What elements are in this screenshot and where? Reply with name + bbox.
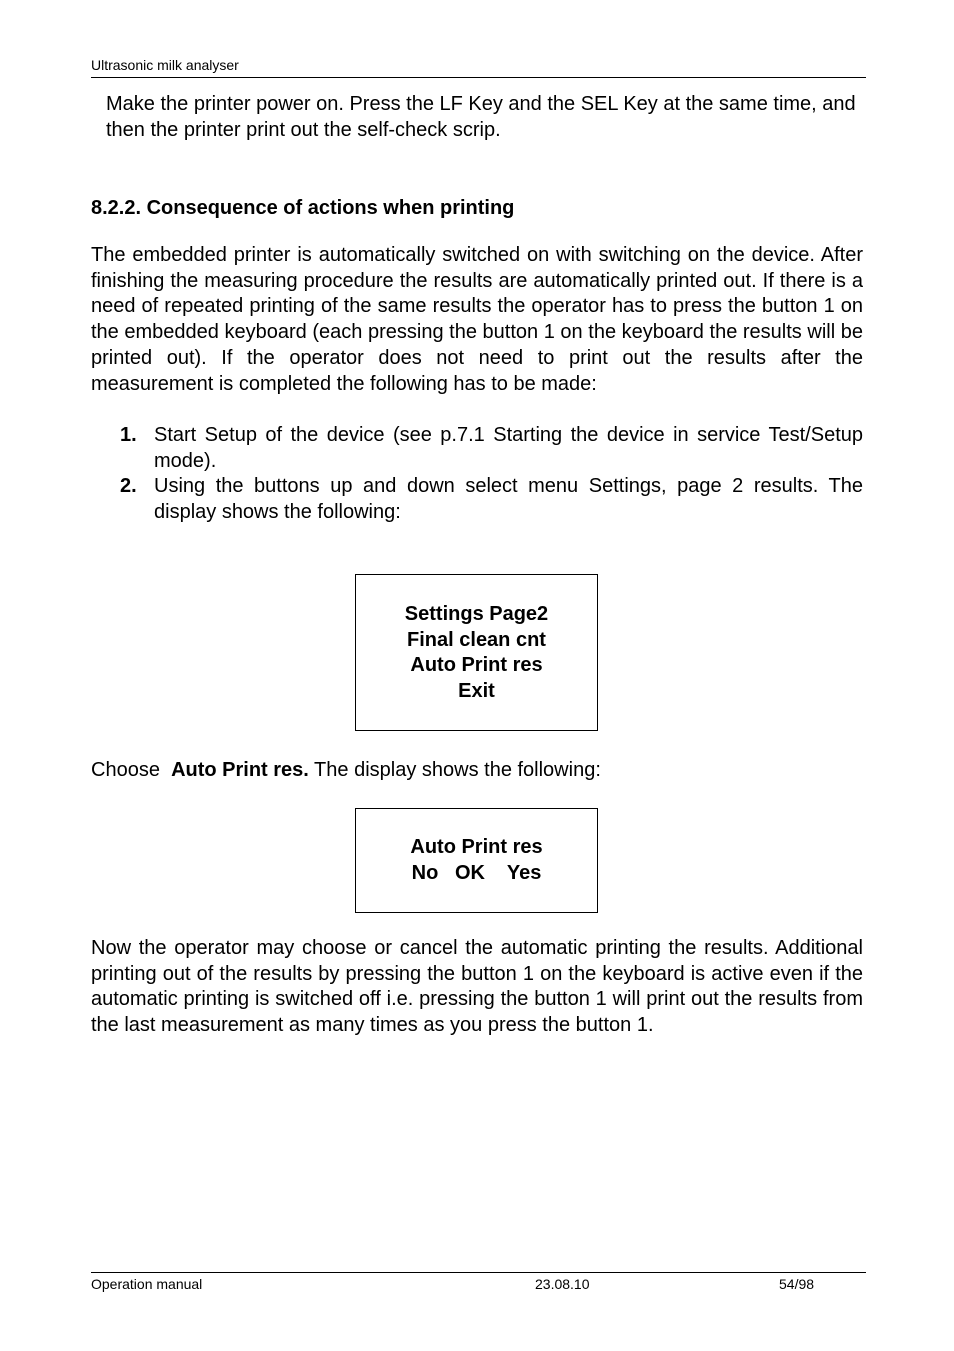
section-heading: 8.2.2. Consequence of actions when printing (91, 197, 515, 219)
choose-instruction (91, 757, 601, 783)
intro-paragraph: Make the printer power on. Press the LF Key and the SEL Key at the same time, and then the printer print out the self-check scrip. (106, 93, 856, 141)
step-number: 1. (120, 424, 137, 446)
list-item (91, 423, 863, 474)
body-paragraph-additional-printing: Now the operator may choose or cancel the automatic printing the results. Additional printing out of the results by pressing the button 1 on the keyboard is active even if the automatic printing is switched off i.e. pressing the button 1 will print out the results from the last measurement as many times as you press the button 1. (91, 937, 863, 1037)
choose-prefix: Choose (91, 759, 172, 781)
header-title: Ultrasonic milk analyser (91, 57, 239, 73)
step-number: 2. (120, 475, 137, 498)
display-line: Auto Print res (410, 836, 543, 858)
display-line: Exit (458, 680, 495, 703)
step-text: Using the buttons up and down select menu Settings, page 2 results. The display shows the following: (154, 475, 863, 524)
step-text: Start Setup of the device (see p.7.1 Starting the device in service Test/Setup mode). (154, 424, 863, 472)
display-line: Settings Page2 (404, 603, 549, 625)
footer-page-number: 54/98 (779, 1276, 815, 1292)
list-item (91, 474, 863, 525)
display-screen-auto-print (355, 808, 598, 913)
page-header (91, 56, 866, 78)
steps-list (91, 423, 863, 526)
choose-suffix: The display shows the following: (308, 759, 601, 781)
choose-option: Auto Print res. (171, 759, 309, 781)
footer-date: 23.08.10 (535, 1276, 590, 1292)
display-line: Auto Print res (410, 654, 543, 677)
page-footer (91, 1272, 866, 1297)
footer-document-title: Operation manual (91, 1276, 203, 1292)
body-paragraph-printing: The embedded printer is automatically switched on with switching on the device. After finishing the measuring procedure the results are automatically printed out. If there is a need of repeated printing of the same results the operator has to press the button 1 on the embedded keyboard (each pressing the button 1 on the keyboard the results will be printed out). If the operator does not need to print out the results after the measurement is completed the following has to be made: (91, 244, 863, 395)
display-screen-settings (355, 574, 598, 731)
display-line: No OK Yes (411, 861, 542, 884)
display-line: Final clean cnt (407, 628, 546, 651)
